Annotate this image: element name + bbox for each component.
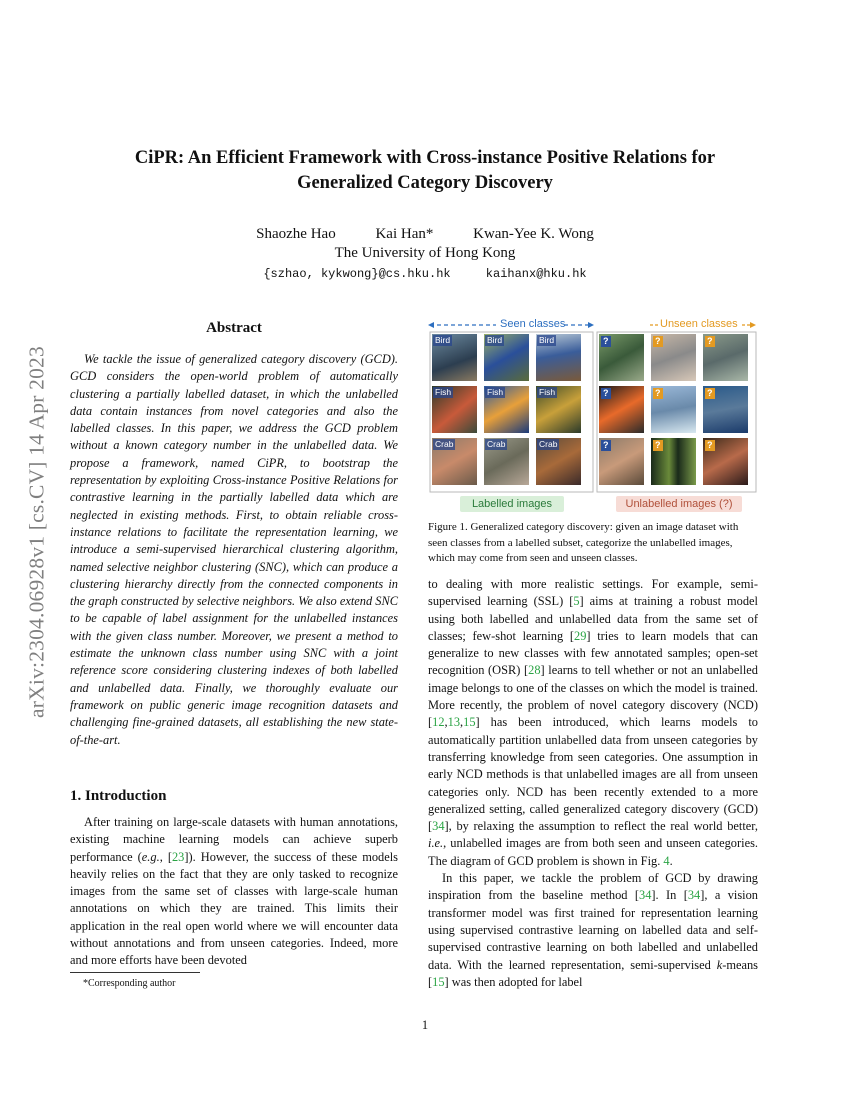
- intro-paragraph: After training on large-scale datasets with human annotations, existing machine learning models can achieve superb performance (e.g., [23]). However, the success of these models heavily relies on the fact that they are only tasked to recognize images from the same set of classes with large-scale human annotations on which they are trained. This limits their application in the real open world where we will encounter data without annotations and from unseen categories. Indeed, more and more efforts have been devoted: [70, 815, 398, 968]
- k-italic: k: [716, 957, 723, 972]
- image-tag: Bird: [539, 335, 555, 345]
- cite-5[interactable]: 5: [573, 594, 580, 609]
- image-tag: Fish: [539, 387, 556, 397]
- text: ] aims at training a robust model using both labelled and unlabelled data from the same set of classes; few-shot learning [: [428, 594, 758, 643]
- arxiv-identifier: arXiv:2304.06928v1 [cs.CV] 14 Apr 2023: [24, 346, 49, 718]
- cite-28[interactable]: 28: [528, 663, 541, 678]
- text: to dealing with more realistic settings. For example, semi-supervised learning (SSL) [: [428, 577, 758, 609]
- cite-29[interactable]: 29: [574, 628, 587, 643]
- question-tag: ?: [603, 336, 609, 346]
- labelled-image: [484, 386, 529, 433]
- cite-34[interactable]: 34: [639, 888, 652, 903]
- labelled-image: [484, 438, 529, 485]
- unlabelled-image: [703, 334, 748, 381]
- unseen-classes-label: Unseen classes: [660, 318, 738, 330]
- title-line-1: CiPR: An Efficient Framework with Cross-instance Positive Relations for: [134, 148, 716, 168]
- image-tag: Fish: [435, 387, 452, 397]
- title-line-2: Generalized Category Discovery: [297, 173, 553, 193]
- ie-italic: i.e.: [428, 836, 444, 851]
- question-tag: ?: [707, 440, 713, 450]
- fig-4-link[interactable]: 4: [663, 853, 670, 868]
- right-paragraph-2: [428, 870, 758, 991]
- cite-15[interactable]: 15: [463, 715, 476, 730]
- author-1: Shaozhe Hao: [256, 226, 336, 242]
- right-paragraph-1: to dealing with more realistic settings. For example, semi-supervised learning (SSL) [5] aims at training a robust model using both labelled and unlabelled data from the same set of classes; few-shot learning [29] tries to learn models that can generalize to new classes with few annotated samples; open-set recognition (OSR) [28] learns to tell whether or not an unlabelled image belongs to one of the classes on which the model is trained. More recently, the problem of novel category discovery (NCD) [12,13,15] has been introduced, which learns models to automatically partition unlabelled data from unseen categories by transferring knowledge from seen categories. One assumption in early NCD methods is that unlabelled images are all from unseen categories only. NCD has been recently extended to a more generalized setting, called generalized category discovery (GCD) [34], by relaxing the assumption to reflect the real world better, i.e., unlabelled images are from both seen and unseen categories. The diagram of GCD problem is shown in Fig. 4.: [428, 577, 759, 868]
- affiliation: The University of Hong Kong: [334, 245, 516, 261]
- unlabelled-image: [599, 438, 644, 485]
- question-tag: ?: [655, 388, 661, 398]
- image-tag: Bird: [487, 335, 503, 345]
- abstract-heading: Abstract: [206, 320, 262, 336]
- unlabelled-image: [703, 438, 748, 485]
- paper-title: [60, 146, 790, 196]
- labelled-image: [432, 334, 477, 381]
- figure-caption: Figure 1. Generalized category discovery: given an image dataset with seen classes from a labelled subset, categorize the unlabelled images, which may come from seen and unseen classes.: [428, 521, 739, 564]
- cite-34[interactable]: 34: [432, 819, 445, 834]
- email-2: kaihanx@hku.hk: [485, 267, 587, 281]
- unlabelled-image: [651, 386, 696, 433]
- emails: [60, 267, 790, 281]
- text: ], a vision transformer model was first trained for representation learning using supervised contrastive learning on labelled data and self-supervised contrastive learning on both labelled and unlabelled data. With the learned representation, semi-supervised: [428, 888, 758, 972]
- text: ] was then adopted for label: [444, 974, 583, 989]
- unlabelled-images-label: Unlabelled images (?): [616, 496, 742, 512]
- labelled-image: [536, 438, 581, 485]
- intro-text-b: ]). However, the success of these models heavily relies on the fact that they are only tasked to recognize images from the same set of classes with large-scale human annotations on which they are trained. This limits their application in the real open world where we will encounter data without annotations and from unseen categories. Indeed, more and more efforts have been devoted: [70, 849, 398, 968]
- page-number: 1: [421, 1018, 429, 1032]
- figure-1: [428, 316, 758, 518]
- labelled-images-label: Labelled images: [460, 496, 564, 512]
- question-tag: ?: [707, 388, 713, 398]
- seen-classes-label: Seen classes: [500, 318, 566, 330]
- text: ] learns to tell whether or not an unlabelled image belongs to one of the classes on which the model is trained. More recently, the problem of novel category discovery (NCD) [: [428, 663, 759, 730]
- image-tag: Bird: [435, 335, 451, 345]
- author-3: Kwan-Yee K. Wong: [473, 226, 594, 242]
- labelled-image: [536, 334, 581, 381]
- text: -means [: [428, 957, 758, 989]
- image-tag: Crab: [539, 439, 558, 449]
- right-column-text: [428, 576, 758, 991]
- cite-15[interactable]: 15: [432, 974, 445, 989]
- question-tag: ?: [603, 440, 609, 450]
- cite-23[interactable]: 23: [171, 849, 185, 864]
- text: ]. In [: [651, 888, 688, 903]
- cite-34[interactable]: 34: [687, 888, 701, 903]
- unlabelled-image: [599, 386, 644, 433]
- image-tag: Crab: [487, 439, 506, 449]
- footnote-rule: [70, 972, 200, 973]
- arxiv-sidebar: [22, 292, 52, 772]
- authors: [60, 226, 790, 243]
- question-tag: ?: [655, 440, 661, 450]
- intro-heading: 1. Introduction: [70, 788, 167, 804]
- question-tag: ?: [707, 336, 713, 346]
- labelled-image: [536, 386, 581, 433]
- text: , unlabelled images are from both seen and unseen categories. The diagram of GCD problem is shown in Fig.: [428, 836, 758, 868]
- abstract-text: We tackle the issue of generalized category discovery (GCD). GCD considers the open-world problem of automatically clustering a partially labelled dataset, in which the unlabelled data contain instances from novel categories and also the labelled classes. In this paper, we address the GCD problem without a known category number in the unlabelled data. We propose a framework, named CiPR, to bootstrap the representation by exploiting Cross-instance Positive Relations for contrastive learning in the partially labelled data which are neglected in existing methods. First, to obtain reliable cross-instance relations to facilitate the representation learning, we introduce a semi-supervised hierarchical clustering algorithm, named selective neighbor clustering (SNC), which can produce a clustering hierarchy directly from the connected components in the graph constructed by selective neighbors. We also extend SNC to be capable of label assignment for the unlabelled instances with the given class number. Moreover, we present a method to estimate the unknown class number using SNC with a joint reference score considering clustering indexes of both labelled and unlabelled data. Finally, we thoroughly evaluate our framework on public generic image recognition datasets and challenging fine-grained datasets, all establishing the new state-of-the-art.: [70, 352, 398, 747]
- labelled-image: [432, 438, 477, 485]
- footnote: *Corresponding author: [83, 978, 176, 989]
- image-tag: Fish: [487, 387, 504, 397]
- cite-13[interactable]: 13: [447, 715, 461, 730]
- author-2: Kai Han*: [375, 226, 434, 242]
- email-1: {szhao, kykwong}@cs.hku.hk: [263, 267, 451, 281]
- unlabelled-image: [703, 386, 748, 433]
- intro-text-a: After training on large-scale datasets with human annotations, existing machine learning models can achieve superb performance (: [70, 815, 398, 864]
- text: ] has been introduced, which learns models to automatically partition unlabelled data from unseen categories by transferring knowledge from seen categories. One assumption in early NCD methods is that unlabelled images are all from unseen categories only. NCD has been recently extended to a more generalized setting, called generalized category discovery (GCD) [: [428, 715, 758, 834]
- question-tag: ?: [603, 388, 609, 398]
- labelled-image: [484, 334, 529, 381]
- question-tag: ?: [655, 336, 661, 346]
- unlabelled-image: [651, 438, 696, 485]
- text: ], by relaxing the assumption to reflect the real world better,: [444, 819, 758, 834]
- text: ] tries to learn models that can generalize to new classes with few annotated samples; open-set recognition (OSR) [: [428, 628, 758, 678]
- labelled-image: [432, 386, 477, 433]
- unlabelled-image: [599, 334, 644, 381]
- text: In this paper, we tackle the problem of GCD by drawing inspiration from the baseline method [: [428, 871, 758, 903]
- intro-eg: e.g.: [141, 849, 160, 864]
- image-tag: Crab: [435, 439, 454, 449]
- cite-12[interactable]: 12: [432, 715, 445, 730]
- unlabelled-image: [651, 334, 696, 381]
